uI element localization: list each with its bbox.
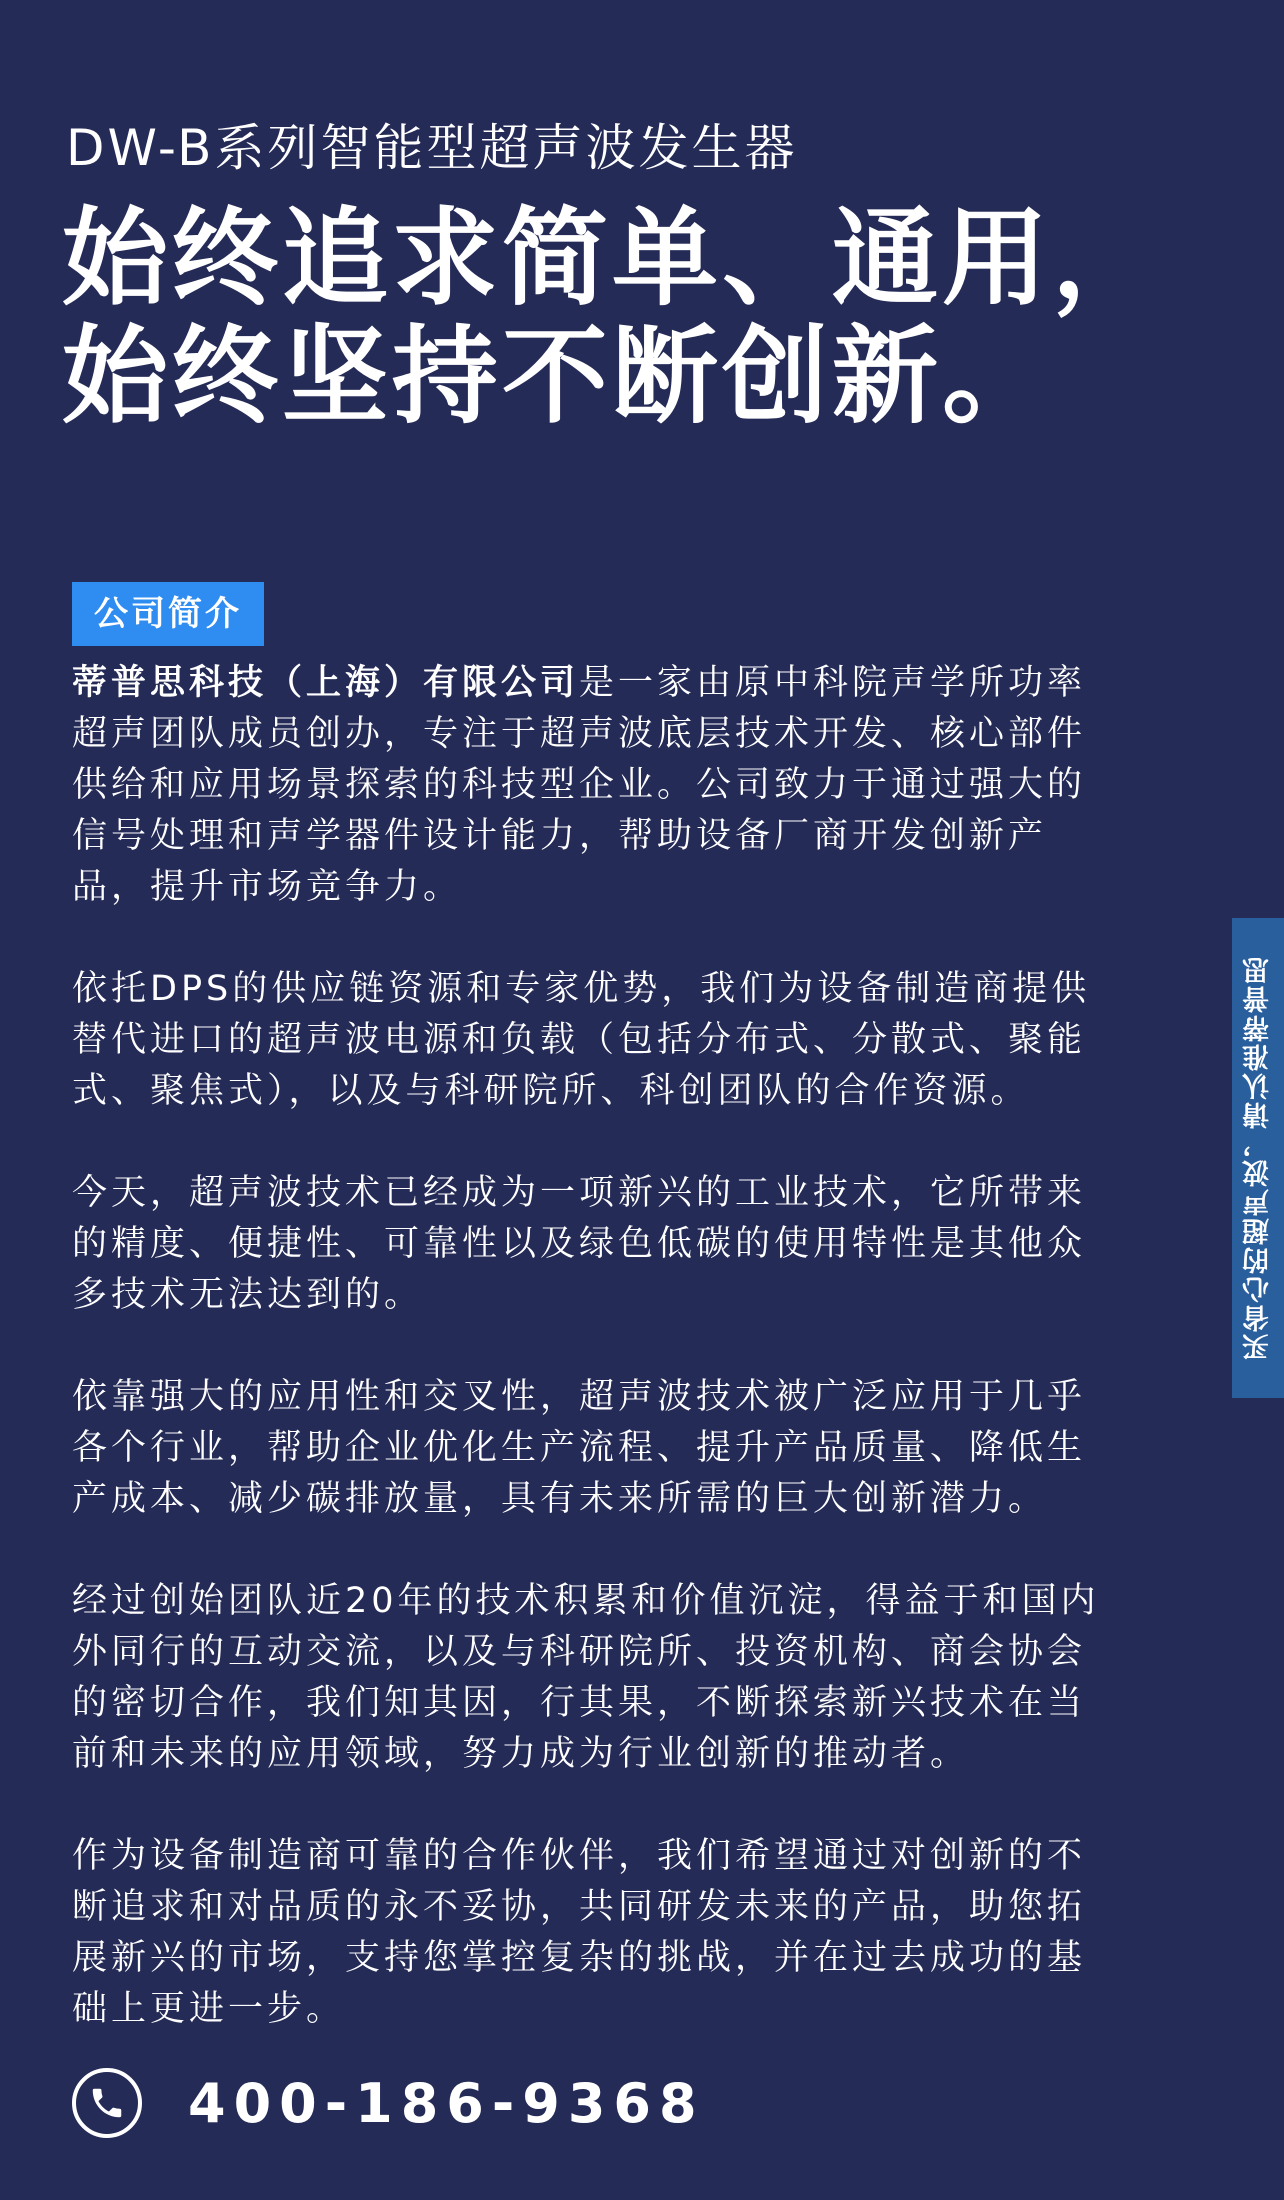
headline-line-1: 始终追求简单、通用， bbox=[62, 197, 1162, 320]
intro-paragraph-2: 依托DPS的供应链资源和专家优势，我们为设备制造商提供替代进口的超声波电源和负载（包括分布式、分散式、聚能式、聚焦式），以及与科研院所、科创团队的合作资源。 bbox=[72, 969, 1091, 1111]
headline-line-2: 始终坚持不断创新。 bbox=[62, 315, 1052, 438]
intro-paragraph-4: 依靠强大的应用性和交叉性，超声波技术被广泛应用于几乎各个行业，帮助企业优化生产流程、提升产品质量、降低生产成本、减少碳排放量，具有未来所需的巨大创新潜力。 bbox=[72, 1377, 1087, 1519]
contact-phone[interactable] bbox=[72, 2068, 705, 2138]
phone-number: 400-186-9368 bbox=[188, 2071, 705, 2135]
side-slogan-text: 买省心的超声波，请认准蒂普思 bbox=[1242, 955, 1274, 1361]
intro-paragraph-3: 今天，超声波技术已经成为一项新兴的工业技术，它所带来的精度、便捷性、可靠性以及绿色低碳的使用特性是其他众多技术无法达到的。 bbox=[72, 1173, 1087, 1315]
product-line-title: DW-B系列智能型超声波发生器 bbox=[66, 119, 798, 177]
intro-paragraph-1-text: 是一家由原中科院声学所功率超声团队成员创办，专注于超声波底层技术开发、核心部件供给和应用场景探索的科技型企业。公司致力于通过强大的信号处理和声学器件设计能力，帮助设备厂商开发创新产品，提升市场竞争力。 bbox=[72, 663, 1087, 907]
intro-paragraph-5: 经过创始团队近20年的技术积累和价值沉淀，得益于和国内外同行的互动交流，以及与科研院所、投资机构、商会协会的密切合作，我们知其因，行其果，不断探索新兴技术在当前和未来的应用领域，努力成为行业创新的推动者。 bbox=[72, 1581, 1100, 1774]
intro-paragraph-6: 作为设备制造商可靠的合作伙伴，我们希望通过对创新的不断追求和对品质的永不妥协，共同研发未来的产品，助您拓展新兴的市场，支持您掌控复杂的挑战，并在过去成功的基础上更进一步。 bbox=[72, 1836, 1087, 2029]
company-name: 蒂普思科技（上海）有限公司 bbox=[72, 663, 580, 703]
intro-paragraph-1 bbox=[72, 658, 1122, 913]
company-intro-badge: 公司简介 bbox=[72, 582, 264, 646]
side-slogan-tab[interactable] bbox=[1232, 918, 1284, 1398]
phone-icon bbox=[72, 2068, 142, 2138]
headline bbox=[62, 197, 1162, 438]
company-intro-text bbox=[72, 658, 1122, 2086]
